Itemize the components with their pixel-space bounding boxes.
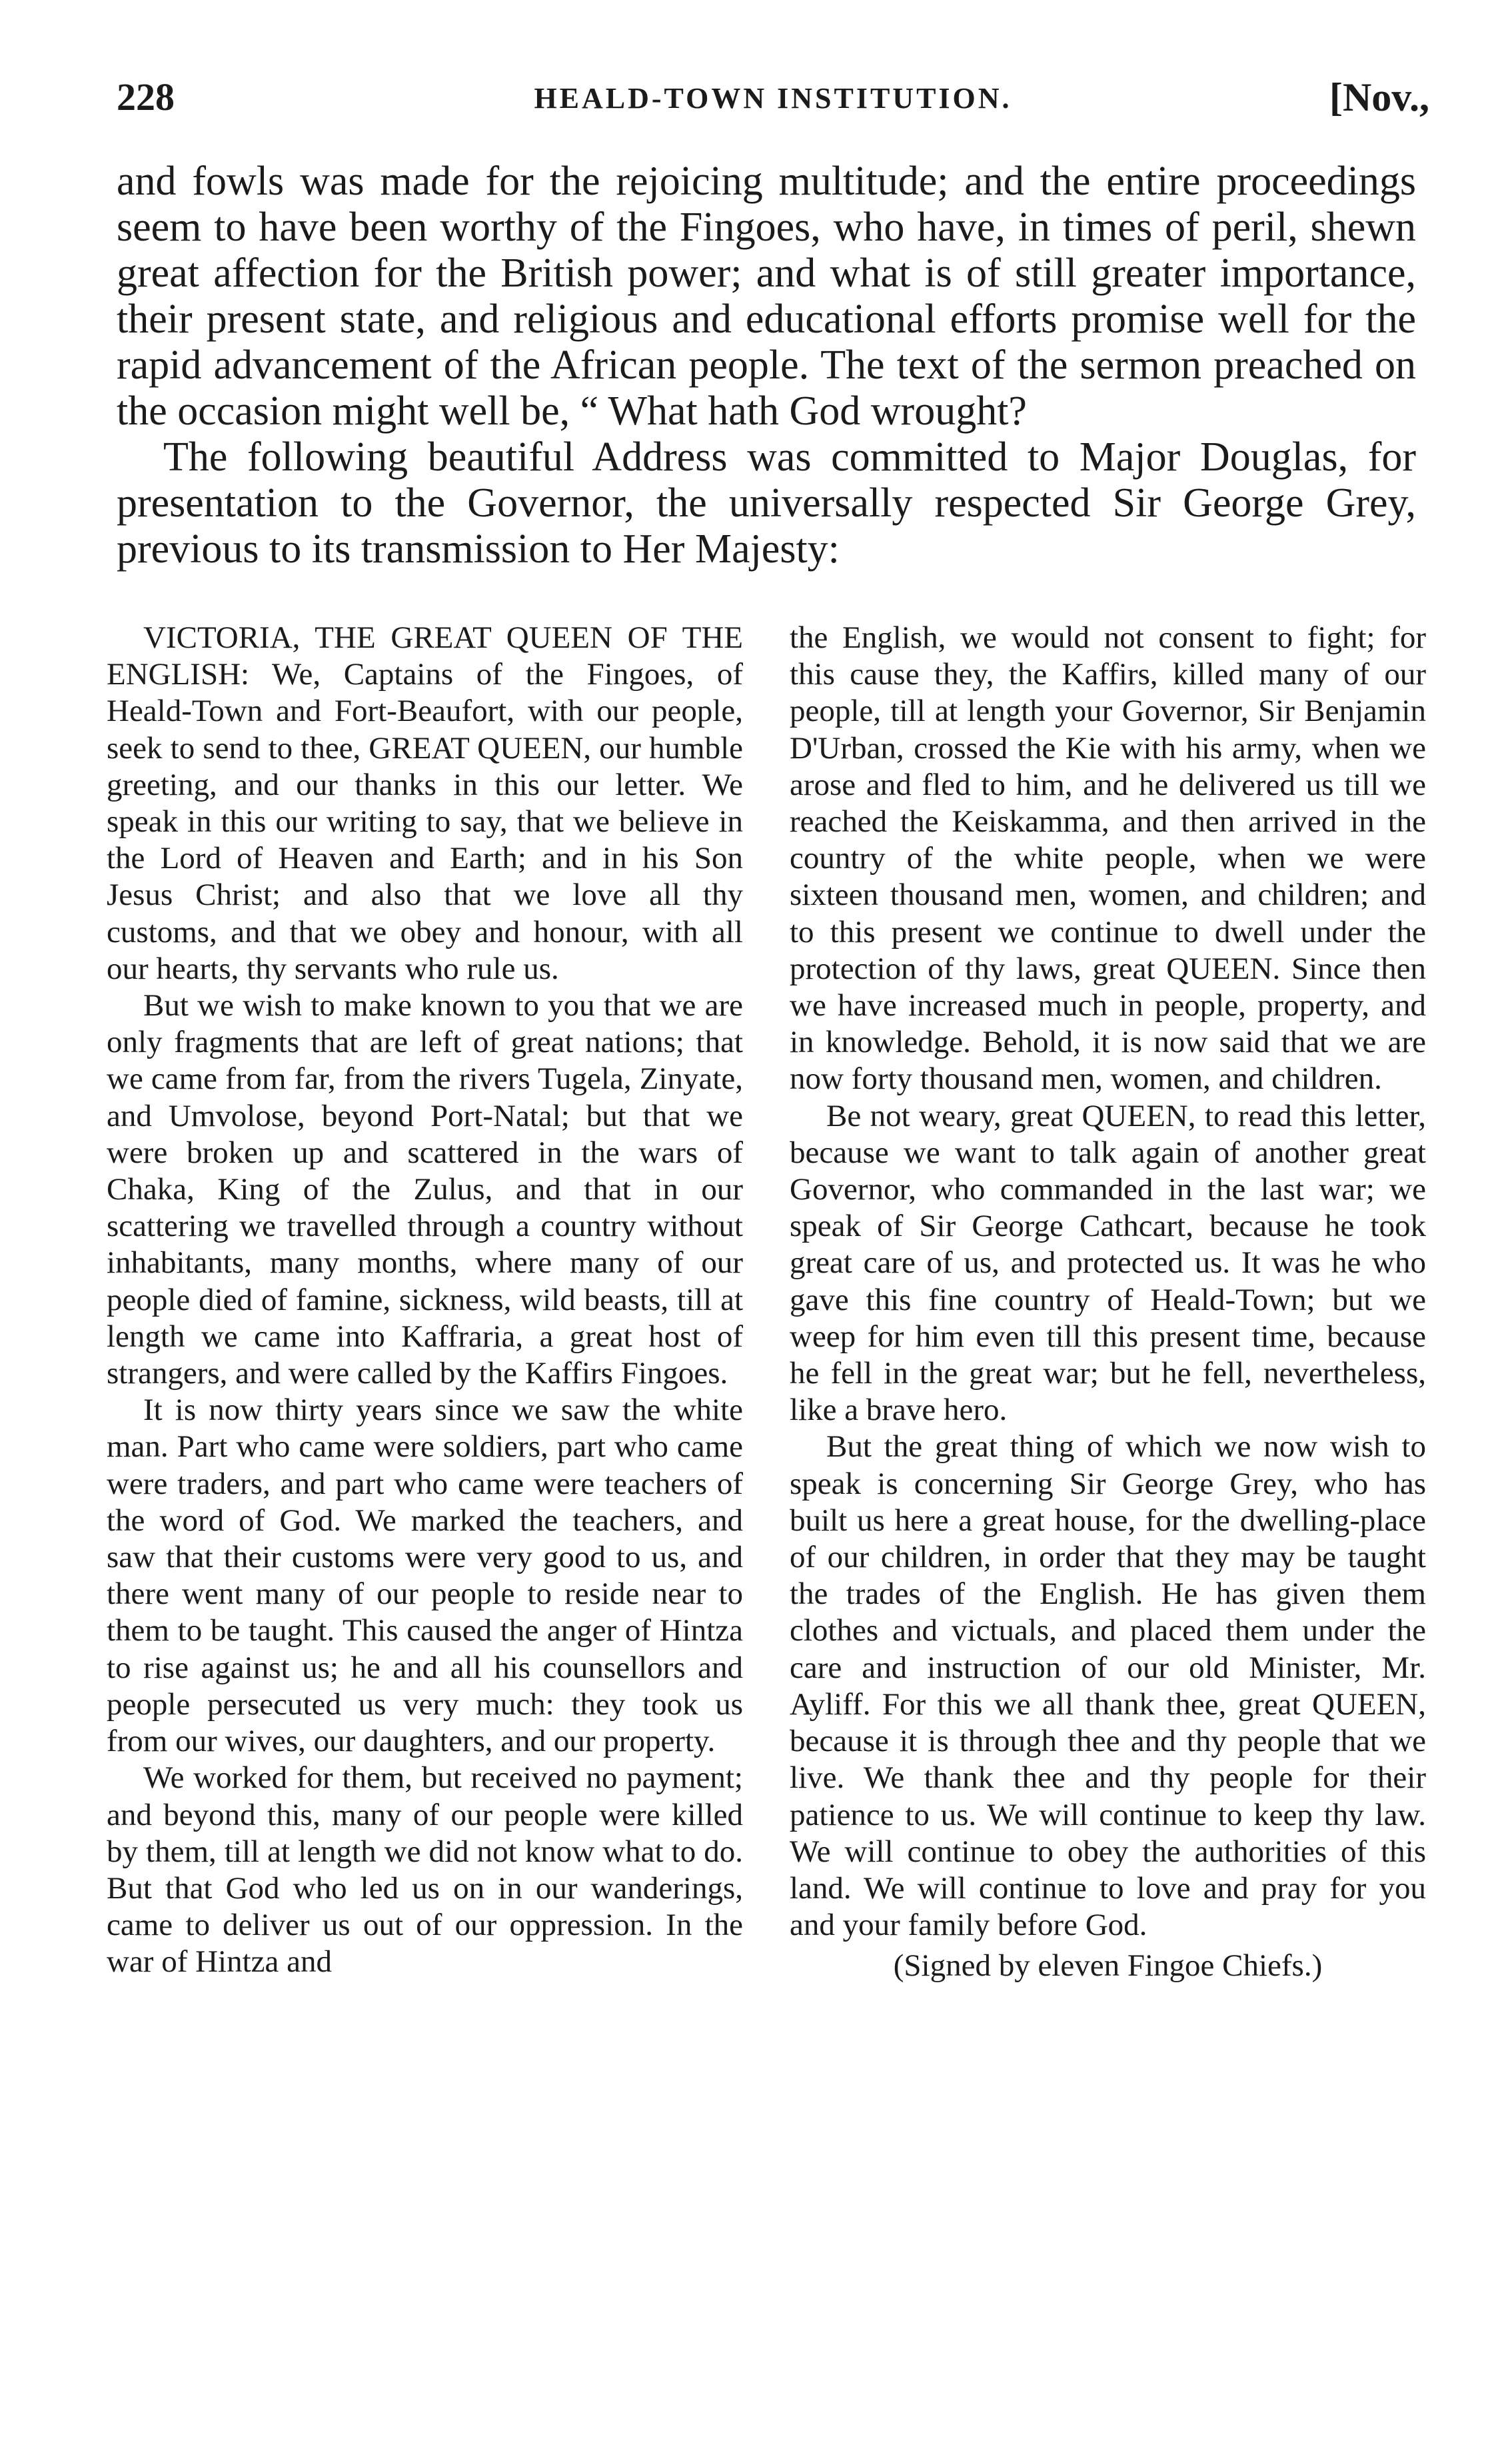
address-paragraph: But the great thing of which we now wish to speak is concerning Sir George Grey, who has built us here a great house, for the dwelling-place of our children, in order that they may be taught the trades of the English. He has given them clothes and victuals, and placed them under the care and instruction of our old Minister, Mr. Ayliff. For this we all thank thee, great QUEEN, because it is through thee and thy people that we live. We thank thee and thy people for their patience to us. We will continue to keep thy law. We will continue to obey the authorities of this land. We will continue to love and pray for you and your family before God.: [790, 1429, 1426, 1943]
intro-paragraph: and fowls was made for the rejoicing multitude; and the entire proceedings seem to have been worthy of the Fingoes, who have, in times of peril, shewn great affection for the British power; and what is of still greater importance, their present state, and religious and educational efforts promise well for the rapid advancement of the African people. The text of the sermon preached on the occasion might well be, “ What hath God wrought?: [117, 159, 1416, 434]
running-title: HEALD-TOWN INSTITUTION.: [534, 82, 1012, 115]
address-columns: [107, 620, 1426, 2379]
signature-line: (Signed by eleven Fingoe Chiefs.): [893, 1948, 1323, 1984]
running-date: [Nov.,: [1329, 75, 1429, 119]
intro-paragraph: The following beautiful Address was committed to Major Douglas, for presentation to the Governor, the universally respected Sir George Grey, previous to its transmission to Her Majesty:: [117, 434, 1416, 572]
right-column: [790, 620, 1426, 2379]
address-paragraph: VICTORIA, THE GREAT QUEEN OF THE ENGLISH: We, Captains of the Fingoes, of Heald-Town and Fort-Beaufort, with our people, seek to send to thee, GREAT QUEEN, our humble greeting, and our thanks in this our letter. We speak in this our writing to say, that we believe in the Lord of Heaven and Earth; and in his Son Jesus Christ; and also that we love all thy customs, and that we obey and honour, with all our hearts, thy servants who rule us.: [107, 620, 743, 986]
running-header: [117, 75, 1429, 135]
address-paragraph: But we wish to make known to you that we are only fragments that are left of great nations; that we came from far, from the rivers Tugela, Zinyate, and Umvolose, beyond Port-Natal; but that we were broken up and scattered in the wars of Chaka, King of the Zulus, and that in our scattering we travelled through a country without inhabitants, many months, where many of our people died of famine, sickness, wild beasts, till at length we came into Kaffraria, a great host of strangers, and were called by the Kaffirs Fingoes.: [107, 988, 743, 1391]
left-column: [107, 620, 743, 2379]
page-number: 228: [117, 75, 175, 119]
address-paragraph: the English, we would not consent to fight; for this cause they, the Kaffirs, killed many of our people, till at length your Governor, Sir Benjamin D'Urban, crossed the Kie with his army, when we arose and fled to him, and he delivered us till we reached the Keiskamma, and then arrived in the country of the white people, when we were sixteen thousand men, women, and children; and to this present we continue to dwell under the protection of thy laws, great QUEEN. Since then we have increased much in people, property, and in knowledge. Behold, it is now said that we are now forty thousand men, women, and children.: [790, 620, 1426, 1097]
address-paragraph: We worked for them, but received no payment; and beyond this, many of our people were killed by them, till at length we did not know what to do. But that God who led us on in our wanderings, came to deliver us out of our oppression. In the war of Hintza and: [107, 1760, 743, 1980]
address-paragraph: Be not weary, great QUEEN, to read this letter, because we want to talk again of another great Governor, who commanded in the last war; we speak of Sir George Cathcart, because he took great care of us, and protected us. It was he who gave this fine country of Heald-Town; but we weep for him even till this present time, because he fell in the great war; but he fell, nevertheless, like a brave hero.: [790, 1098, 1426, 1428]
address-paragraph: It is now thirty years since we saw the white man. Part who came were soldiers, part who came were traders, and part who came were teachers of the word of God. We marked the teachers, and saw that their customs were very good to us, and there went many of our people to reside near to them to be taught. This caused the anger of Hintza to rise against us; he and all his counsellors and people persecuted us very much: they took us from our wives, our daughters, and our property.: [107, 1393, 743, 1759]
intro-text: [117, 159, 1416, 572]
